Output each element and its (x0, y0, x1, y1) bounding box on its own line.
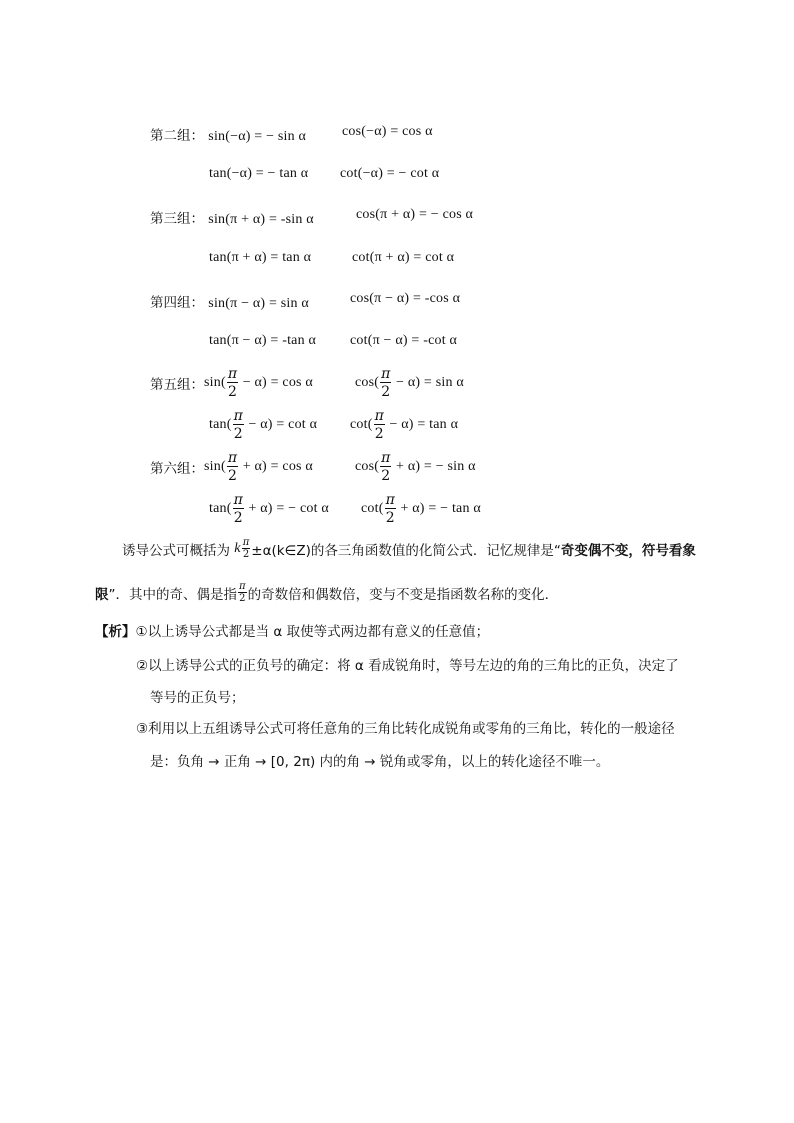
formula-part: − α) = tan α (385, 417, 459, 432)
fraction-numerator: π (233, 408, 243, 424)
formula-part: + α) = − sin α (392, 459, 476, 474)
analysis-item-2a: ②以上诱导公式的正负号的确定：将 α 看成锐角时，等号左边的角的三角比的正负，决定了 (136, 658, 679, 674)
fraction-numerator: π (227, 366, 238, 382)
fraction-denominator: 2 (374, 426, 384, 442)
group-label: 第四组： (150, 295, 204, 311)
fraction-numerator: π (374, 408, 384, 424)
group-label: 第五组： (150, 377, 204, 393)
formula: cos(π + α) = − cos α (356, 207, 474, 222)
formula-part: cos( (355, 459, 380, 474)
fraction-numerator: π (385, 492, 395, 508)
fraction-pi-over-2 (385, 493, 396, 525)
fraction-denominator: 2 (385, 510, 395, 526)
formula-part: tan( (209, 501, 232, 516)
formula: tan(π − α) = -tan α (209, 333, 317, 348)
group-6-line-2b (361, 493, 481, 525)
formula-part: tan( (209, 417, 232, 432)
group-5-line-1 (150, 367, 313, 399)
formula-part: sin( (204, 459, 226, 474)
formula-part: − α) = cot α (244, 417, 318, 432)
formula-part: cos( (355, 375, 380, 390)
analysis-item-2b: 等号的正负号； (150, 690, 245, 706)
fraction-pi-over-2 (233, 409, 244, 441)
formula-part: cot( (350, 417, 373, 432)
group-label: 第二组： (150, 128, 204, 144)
fraction-pi-over-2 (380, 451, 391, 483)
fraction-pi-over-2 (374, 409, 385, 441)
formula: cos(−α) = cos α (342, 124, 433, 139)
formula-part: − α) = sin α (392, 375, 464, 390)
fraction-denominator: 2 (227, 384, 237, 400)
formula-part: + α) = cos α (239, 459, 313, 474)
formula: sin(π + α) = -sin α (208, 212, 314, 227)
group-4-line-1 (150, 291, 309, 312)
formula: cot(−α) = − cot α (340, 166, 440, 181)
memory-rule-bold: 奇变偶不变，符号看象 (560, 543, 696, 559)
summary-k: k (234, 541, 241, 556)
fraction-denominator: 2 (381, 384, 391, 400)
fraction-numerator: π (381, 366, 391, 382)
summary-line-1 (122, 538, 696, 560)
formula: sin(π − α) = sin α (208, 296, 309, 311)
group-label: 第六组： (150, 461, 204, 477)
group-5-line-2a (209, 409, 317, 441)
group-3-line-1 (150, 207, 314, 228)
formula: tan(π + α) = tan α (209, 250, 312, 265)
formula: cos(π − α) = -cos α (350, 291, 461, 306)
summary-text: ”．其中的奇、偶是指 (108, 587, 237, 603)
fraction-numerator: π (233, 492, 243, 508)
fraction-numerator: π (242, 537, 250, 548)
summary-line-2 (95, 582, 558, 604)
group-5-line-2b (350, 409, 458, 441)
fraction-numerator: π (239, 581, 246, 592)
formula: cot(π + α) = cot α (352, 250, 455, 265)
fraction-pi-over-2 (227, 451, 238, 483)
analysis-text: ①以上诱导公式都是当 α 取使等式两边都有意义的任意值； (135, 624, 490, 640)
fraction-denominator: 2 (381, 468, 391, 484)
fraction-pi-over-2 (238, 582, 247, 604)
group-6-line-1 (150, 451, 313, 483)
analysis-item-3b: 是：负角 → 正角 → [0, 2π) 内的角 → 锐角或零角，以上的转化途径不唯一。 (150, 754, 610, 770)
formula-part: + α) = − tan α (396, 501, 481, 516)
formula: sin(−α) = − sin α (208, 129, 307, 144)
fraction-pi-over-2 (233, 493, 244, 525)
analysis-tag: 【析】 (95, 624, 136, 640)
formula-part: sin( (204, 375, 226, 390)
formula-part: − α) = cos α (239, 375, 313, 390)
formula: tan(−α) = − tan α (209, 166, 309, 181)
fraction-numerator: π (381, 450, 391, 466)
group-6-line-1b (355, 451, 476, 483)
summary-text: 诱导公式可概括为 (122, 543, 235, 559)
formula: cot(π − α) = -cot α (350, 333, 458, 348)
summary-text: 的奇数倍和偶数倍，变与不变是指函数名称的变化． (247, 587, 559, 603)
formula-part: + α) = − cot α (244, 501, 329, 516)
fraction-denominator: 2 (227, 468, 237, 484)
group-6-line-2a (209, 493, 329, 525)
group-2-line-1 (150, 124, 306, 145)
fraction-denominator: 2 (233, 426, 243, 442)
fraction-pi-over-2 (227, 367, 238, 399)
group-label: 第三组： (150, 211, 204, 227)
fraction-denominator: 2 (239, 593, 246, 604)
formula-part: cot( (361, 501, 384, 516)
fraction-numerator: π (227, 450, 238, 466)
summary-text: ±α(k∈Z)的各三角函数值的化简公式．记忆规律是“ (251, 543, 561, 559)
fraction-denominator: 2 (233, 510, 243, 526)
analysis-item-1 (95, 620, 489, 640)
group-5-line-1b (355, 367, 464, 399)
analysis-item-3a: ③利用以上五组诱导公式可将任意角的三角比转化成锐角或零角的三角比，转化的一般途径 (136, 721, 675, 737)
fraction-pi-over-2 (242, 538, 251, 560)
memory-rule-bold: 限 (95, 587, 109, 603)
fraction-denominator: 2 (242, 549, 250, 560)
fraction-pi-over-2 (380, 367, 391, 399)
